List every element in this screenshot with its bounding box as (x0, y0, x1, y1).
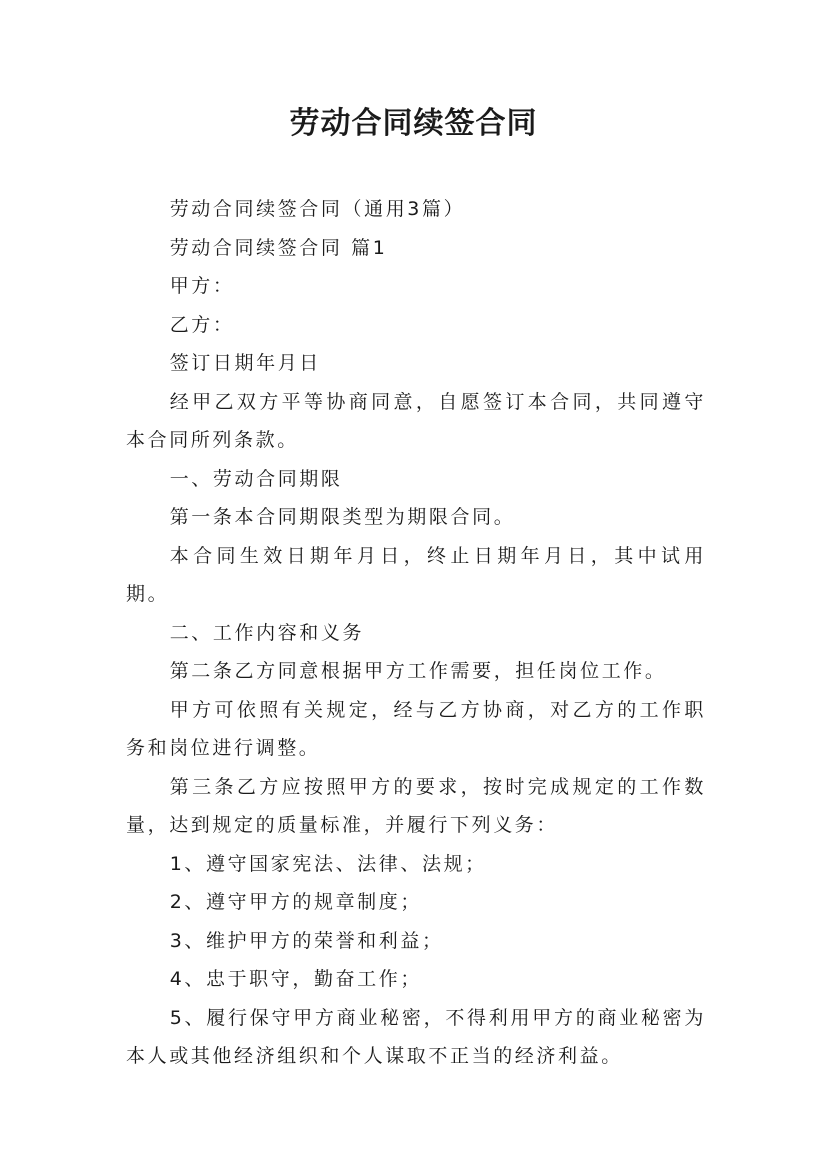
list-item-1: 1、遵守国家宪法、法律、法规； (169, 852, 487, 875)
list-item-2: 2、遵守甲方的规章制度； (169, 891, 422, 913)
paragraph-party-b: 乙方： (169, 313, 235, 336)
paragraph-subtitle: 劳动合同续签合同（通用3篇） (169, 198, 466, 220)
paragraph-section-heading: 劳动合同续签合同 篇1 (169, 236, 388, 259)
paragraph-article-3: 第三条乙方应按照甲方的要求，按时完成规定的工作数量，达到规定的质量标准，并履行下列义务： (126, 775, 706, 836)
paragraph-article-2: 第二条乙方同意根据甲方工作需要，担任岗位工作。 (169, 660, 667, 682)
paragraph-party-a: 甲方： (169, 275, 235, 297)
list-item-5: 5、履行保守甲方商业秘密，不得利用甲方的商业秘密为本人或其他经济组织和个人谋取不正当的经济利益。 (126, 1006, 706, 1067)
paragraph-sign-date: 签订日期年月日 (169, 352, 321, 374)
paragraph-effective-date: 本合同生效日期年月日，终止日期年月日，其中试用期。 (126, 544, 706, 605)
document-body (126, 190, 706, 1076)
paragraph-adjustment: 甲方可依照有关规定，经与乙方协商，对乙方的工作职务和岗位进行调整。 (126, 698, 706, 759)
list-item-3: 3、维护甲方的荣誉和利益； (169, 929, 444, 952)
list-item-4: 4、忠于职守，勤奋工作； (169, 968, 422, 990)
document-title: 劳动合同续签合同 (289, 106, 538, 141)
paragraph-article-1: 第一条本合同期限类型为期限合同。 (169, 506, 516, 528)
paragraph-heading-term: 一、劳动合同期限 (169, 467, 343, 490)
paragraph-heading-duties: 二、工作内容和义务 (169, 621, 365, 644)
paragraph-preamble: 经甲乙双方平等协商同意，自愿签订本合同，共同遵守本合同所列条款。 (126, 390, 706, 451)
